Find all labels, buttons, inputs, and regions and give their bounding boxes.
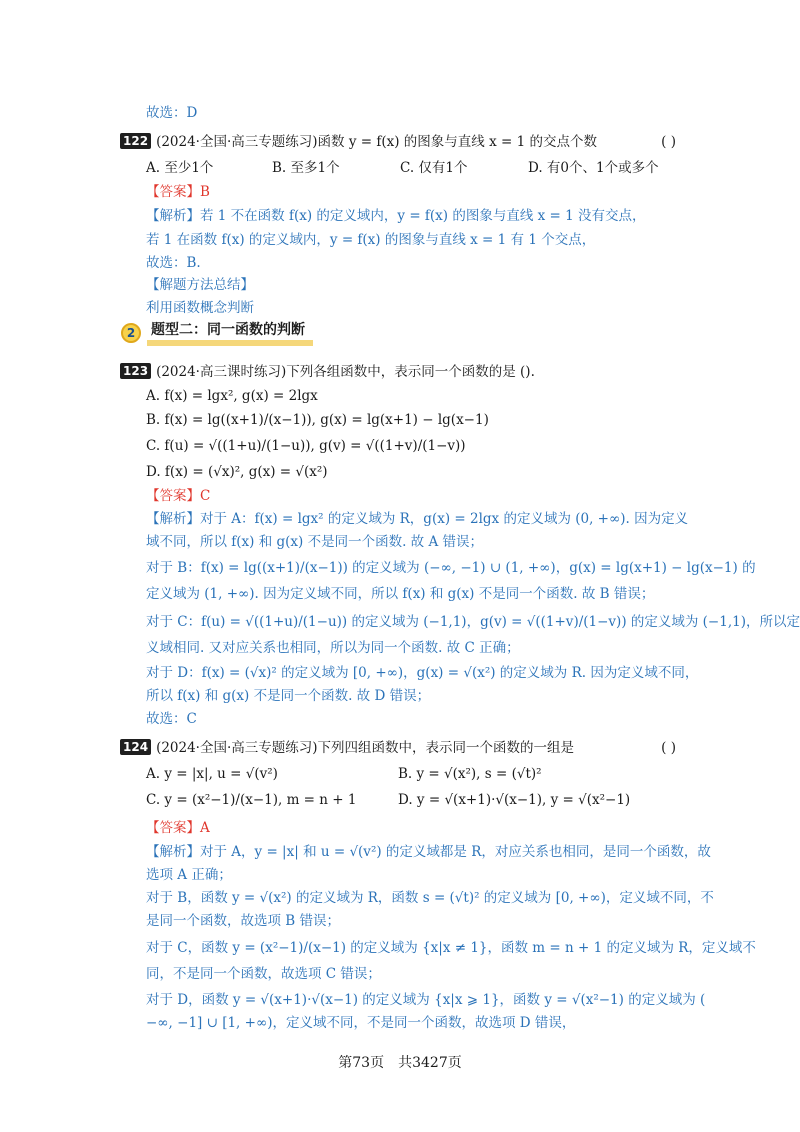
analysis-line: 故选：C: [146, 711, 197, 727]
analysis-line: 选项 A 正确；: [146, 867, 232, 883]
question-number: 122: [120, 133, 151, 149]
question-122: [120, 132, 680, 152]
analysis-line: 对于 C，函数 y = (x²−1)/(x−1) 的定义域为 {x|x ≠ 1}，函数 m = n + 1 的定义域为 R，定义域不: [146, 940, 756, 956]
question-stem: (2024·全国·高三专题练习)函数 y = f(x) 的图象与直线 x = 1 的交点个数: [156, 134, 597, 150]
option-b: B. y = √(x²), s = (√t)²: [398, 766, 542, 782]
section-number-badge: 2: [121, 323, 141, 343]
option-d: D. 有0个、1个或多个: [528, 160, 659, 176]
page-number: 第73页: [338, 1055, 385, 1071]
analysis-line: 故选：B.: [146, 255, 201, 271]
page-total: 共3427页: [398, 1055, 462, 1071]
option-a: A. f(x) = lgx², g(x) = 2lgx: [146, 388, 318, 404]
prev-answer: 故选：D: [146, 105, 198, 121]
analysis-line: 对于 D：f(x) = (√x)² 的定义域为 [0, +∞)，g(x) = √(x²) 的定义域为 R. 因为定义域不同，: [146, 665, 699, 681]
page-footer: [0, 1052, 800, 1072]
answer-paren: ( ): [661, 740, 676, 756]
analysis-line: 【解析】若 1 不在函数 f(x) 的定义域内，y = f(x) 的图象与直线 x = 1 没有交点，: [146, 208, 646, 224]
answer-122: 【答案】B: [146, 184, 210, 200]
section-banner: [121, 320, 313, 346]
method-text: 利用函数概念判断: [146, 300, 254, 316]
analysis-line: 对于 D，函数 y = √(x+1)·√(x−1) 的定义域为 {x|x ⩾ 1}，函数 y = √(x²−1) 的定义域为 (: [146, 992, 706, 1008]
option-c: C. 仅有1个: [400, 160, 468, 176]
option-b: B. f(x) = lg((x+1)/(x−1)), g(x) = lg(x+1) − lg(x−1): [146, 412, 489, 428]
option-a: A. y = |x|, u = √(v²): [146, 766, 278, 782]
option-a: A. 至少1个: [146, 160, 214, 176]
question-stem: (2024·高三课时练习)下列各组函数中，表示同一个函数的是 ().: [156, 364, 535, 380]
analysis-line: 【解析】对于 A：f(x) = lgx² 的定义域为 R，g(x) = 2lgx 的定义域为 (0, +∞). 因为定义: [146, 511, 689, 527]
option-c: C. f(u) = √((1+u)/(1−u)), g(v) = √((1+v)/(1−v)): [146, 438, 466, 454]
answer-paren: ( ): [661, 134, 676, 150]
analysis-line: 义域相同. 又对应关系也相同，所以为同一个函数. 故 C 正确；: [146, 640, 520, 656]
question-number: 124: [120, 739, 151, 755]
option-c: C. y = (x²−1)/(x−1), m = n + 1: [146, 792, 357, 808]
analysis-line: 对于 B：f(x) = lg((x+1)/(x−1)) 的定义域为 (−∞, −1) ∪ (1, +∞)，g(x) = lg(x+1) − lg(x−1) 的: [146, 560, 756, 576]
option-d: D. f(x) = (√x)², g(x) = √(x²): [146, 464, 328, 480]
option-b: B. 至多1个: [272, 160, 340, 176]
section-title: 题型二：同一函数的判断: [147, 320, 313, 346]
question-123: [120, 362, 535, 382]
analysis-line: 对于 B，函数 y = √(x²) 的定义域为 R，函数 s = (√t)² 的定义域为 [0, +∞)，定义域不同，不: [146, 890, 714, 906]
analysis-line: 同，不是同一个函数，故选项 C 错误；: [146, 966, 381, 982]
analysis-line: 若 1 在函数 f(x) 的定义域内，y = f(x) 的图象与直线 x = 1 有 1 个交点，: [146, 232, 596, 248]
analysis-line: 【解析】对于 A，y = |x| 和 u = √(v²) 的定义域都是 R，对应关系也相同，是同一个函数，故: [146, 844, 711, 860]
answer-123: 【答案】C: [146, 488, 211, 504]
question-stem: (2024·全国·高三专题练习)下列四组函数中，表示同一个函数的一组是: [156, 740, 575, 756]
analysis-line: 所以 f(x) 和 g(x) 不是同一个函数. 故 D 错误；: [146, 688, 431, 704]
analysis-line: −∞, −1] ∪ [1, +∞)，定义域不同，不是同一个函数，故选项 D 错误，: [146, 1015, 576, 1031]
question-number: 123: [120, 363, 151, 379]
analysis-line: 是同一个函数，故选项 B 错误；: [146, 913, 341, 929]
question-124: [120, 738, 680, 758]
analysis-line: 域不同，所以 f(x) 和 g(x) 不是同一个函数. 故 A 错误；: [146, 534, 484, 550]
option-d: D. y = √(x+1)·√(x−1), y = √(x²−1): [398, 792, 631, 808]
answer-124: 【答案】A: [146, 820, 210, 836]
analysis-line: 对于 C：f(u) = √((1+u)/(1−u)) 的定义域为 (−1,1)，g(v) = √((1+v)/(1−v)) 的定义域为 (−1,1)，所以定: [146, 614, 800, 630]
analysis-line: 定义域为 (1, +∞). 因为定义域不同，所以 f(x) 和 g(x) 不是同一个函数. 故 B 错误；: [146, 586, 655, 602]
method-title: 【解题方法总结】: [146, 277, 254, 293]
